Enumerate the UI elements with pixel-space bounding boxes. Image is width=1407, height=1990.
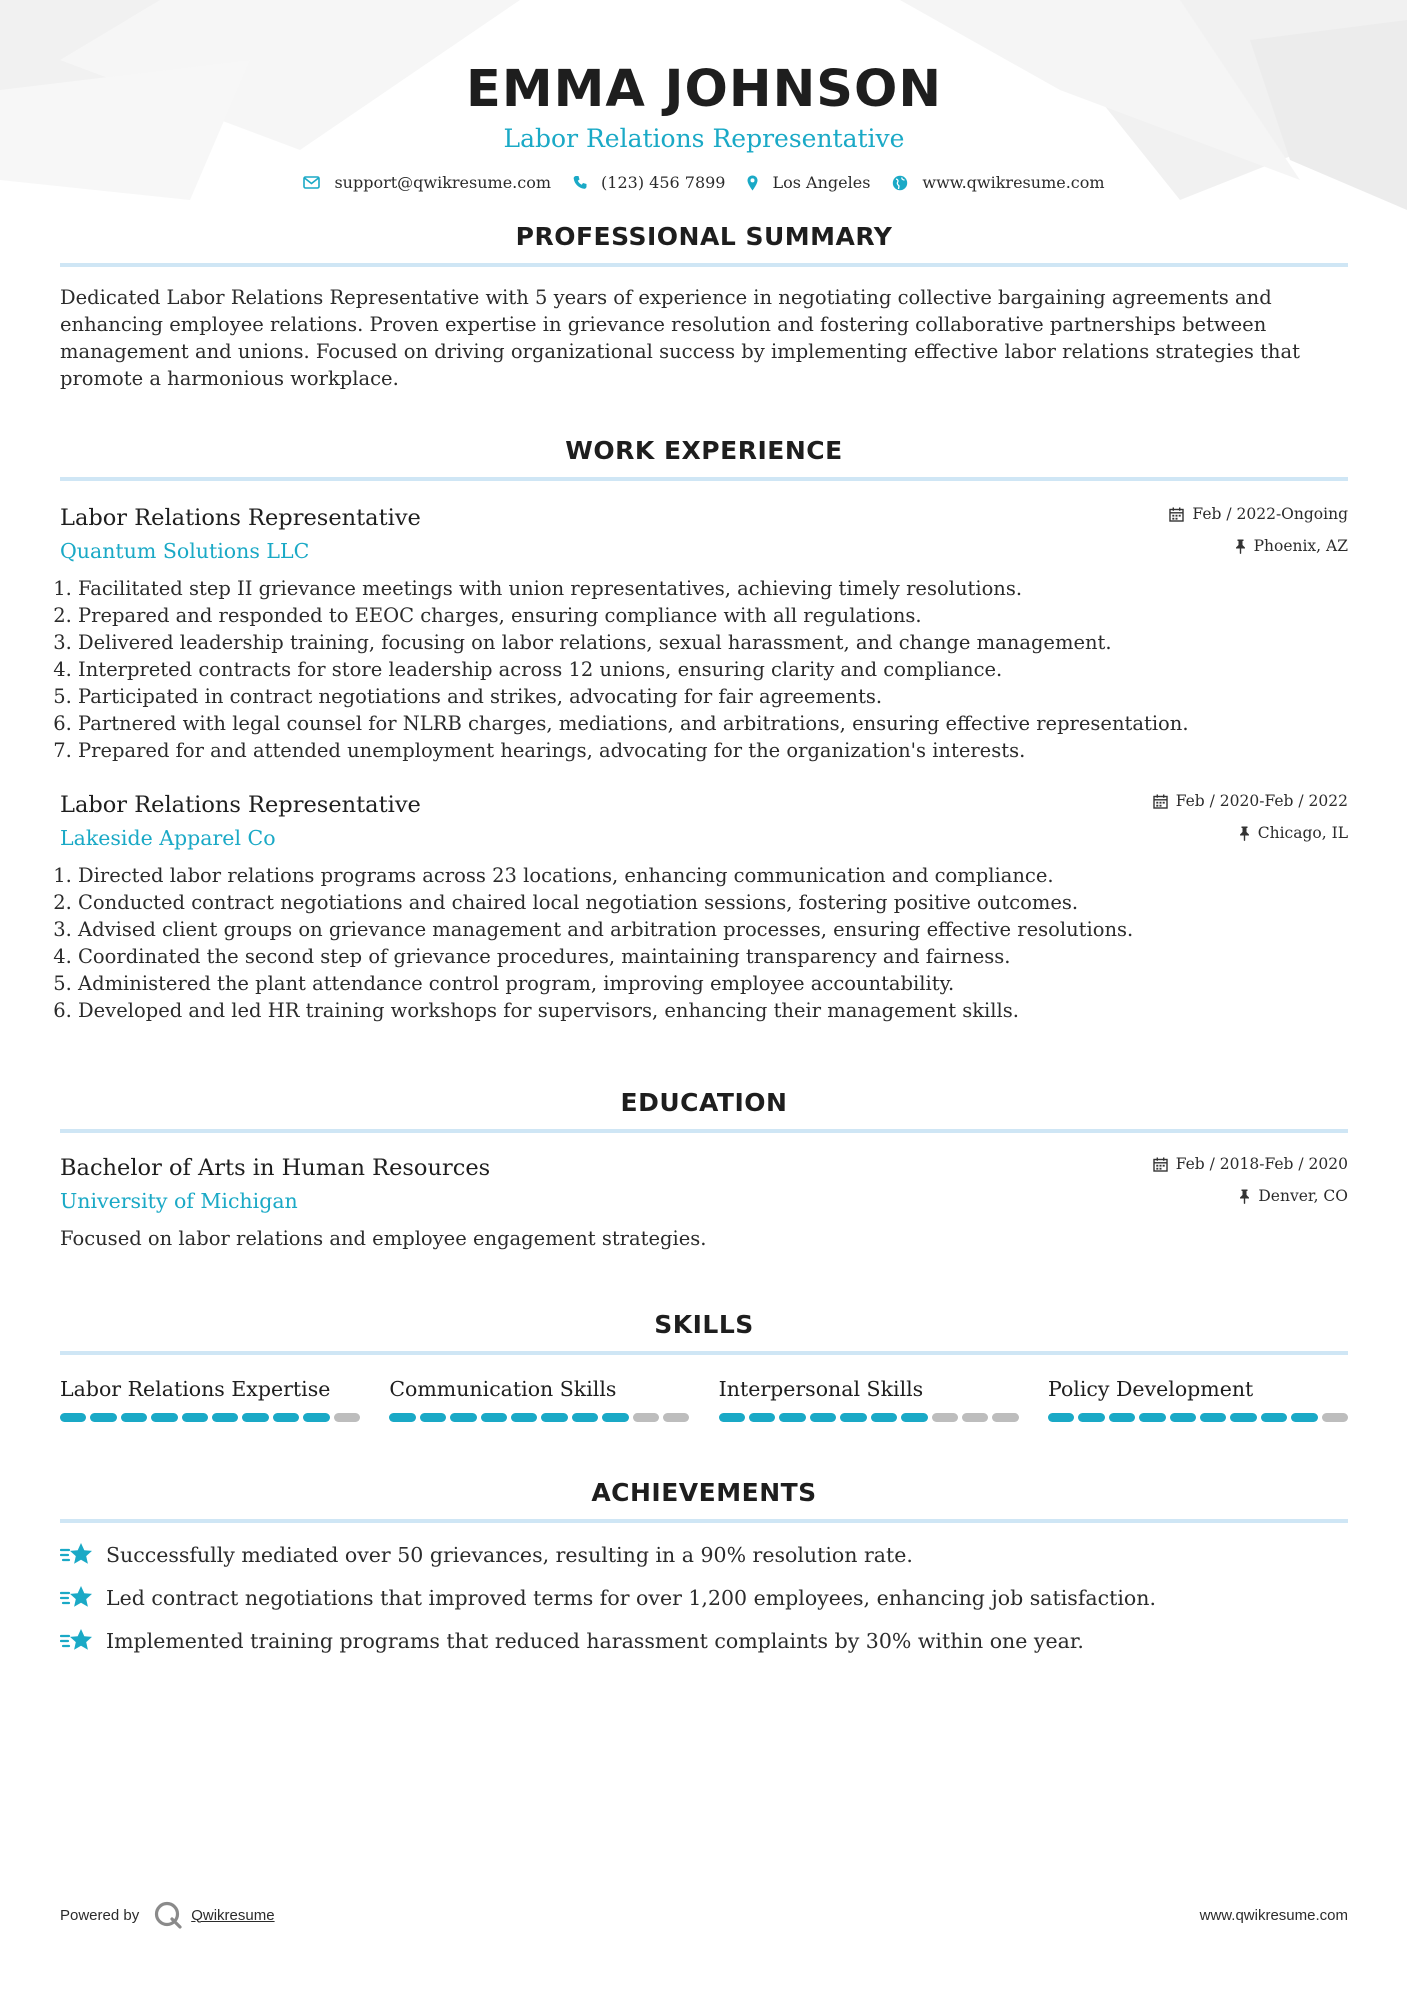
envelope-icon [303, 176, 320, 189]
job-location [1153, 822, 1348, 844]
list-item: 3. Delivered leadership training, focusing on labor relations, sexual harassment, and change management. [78, 629, 1348, 656]
contact-location [747, 173, 870, 192]
contact-email-text: support@qwikresume.com [334, 173, 552, 192]
education-school: University of Michigan [60, 1189, 298, 1213]
section-divider [60, 1351, 1348, 1355]
skill-level-segment [633, 1413, 659, 1422]
calendar-icon [1153, 1157, 1168, 1172]
job-location-text: Phoenix, AZ [1253, 537, 1348, 555]
job-dates [1153, 790, 1348, 812]
section-divider [60, 1129, 1348, 1133]
skills-list [60, 1375, 1348, 1422]
section-divider [60, 1519, 1348, 1523]
star-icon [60, 1585, 94, 1611]
list-item [60, 1584, 1348, 1612]
skill-level-segment [932, 1413, 958, 1422]
list-item: 4. Coordinated the second step of grievance procedures, maintaining transparency and fairness. [78, 943, 1348, 970]
skill-level-segment [749, 1413, 775, 1422]
qwikresume-logo-icon [153, 1900, 183, 1930]
achievement-text: Successfully mediated over 50 grievances, resulting in a 90% resolution rate. [106, 1543, 913, 1567]
pushpin-icon [1235, 539, 1246, 554]
skill-item [389, 1375, 689, 1422]
list-item [60, 1627, 1348, 1655]
skill-level-segment [962, 1413, 988, 1422]
qwikresume-link[interactable]: Qwikresume [191, 1906, 275, 1924]
skill-level-segment [1078, 1413, 1104, 1422]
skill-level-bar [1048, 1413, 1348, 1422]
skill-level-segment [420, 1413, 446, 1422]
job-location [1169, 535, 1348, 557]
achievements-heading: ACHIEVEMENTS [591, 1478, 817, 1507]
education-location-text: Denver, CO [1258, 1187, 1348, 1205]
job-title: Labor Relations Representative [60, 792, 421, 818]
list-item: 6. Partnered with legal counsel for NLRB charges, mediations, and arbitrations, ensuring effective representation. [78, 710, 1348, 737]
job-bullets [60, 575, 1348, 764]
summary-text: Dedicated Labor Relations Representative with 5 years of experience in negotiating collective bargaining agreements and enhancing employee relations. Proven expertise in grievance resolution and fostering collaborative partnerships between management and unions. Focused on driving organizational success by implementing effective labor relations strategies that promote a harmonious workplace. [60, 286, 1300, 390]
skill-level-segment [1261, 1413, 1287, 1422]
job-dates-text: Feb / 2020-Feb / 2022 [1175, 792, 1348, 810]
powered-by-label: Powered by [60, 1906, 140, 1924]
phone-icon [573, 175, 587, 190]
skill-level-segment [1230, 1413, 1256, 1422]
list-item: 1. Directed labor relations programs across 23 locations, enhancing communication and compliance. [78, 862, 1348, 889]
summary-heading: PROFESSIONAL SUMMARY [515, 222, 893, 251]
job-bullets [60, 862, 1348, 1024]
job-entry [60, 503, 1348, 764]
skills-heading: SKILLS [654, 1310, 754, 1339]
job-dates [1169, 503, 1348, 525]
skill-level-segment [511, 1413, 537, 1422]
skill-name: Policy Development [1047, 1377, 1254, 1401]
list-item: 5. Administered the plant attendance control program, improving employee accountability. [78, 970, 1348, 997]
skill-level-segment [60, 1413, 86, 1422]
list-item [60, 1541, 1348, 1569]
list-item: 3. Advised client groups on grievance management and arbitration processes, ensuring effective resolutions. [78, 916, 1348, 943]
skill-name: Interpersonal Skills [718, 1377, 924, 1401]
education-dates [1153, 1153, 1348, 1175]
job-dates-text: Feb / 2022-Ongoing [1192, 505, 1348, 523]
skill-level-segment [481, 1413, 507, 1422]
star-icon [60, 1628, 94, 1654]
skill-level-segment [273, 1413, 299, 1422]
job-entry [60, 790, 1348, 1024]
skill-level-segment [779, 1413, 805, 1422]
education-dates-text: Feb / 2018-Feb / 2020 [1175, 1155, 1348, 1173]
calendar-icon [1169, 507, 1184, 522]
education-degree: Bachelor of Arts in Human Resources [60, 1155, 491, 1181]
skill-level-segment [1200, 1413, 1226, 1422]
skill-level-segment [871, 1413, 897, 1422]
skill-item [719, 1375, 1019, 1422]
achievement-text: Implemented training programs that reduced harassment complaints by 30% within one year. [106, 1629, 1084, 1653]
skill-level-segment [151, 1413, 177, 1422]
map-pin-icon [747, 175, 758, 191]
skill-level-segment [1139, 1413, 1165, 1422]
candidate-name: EMMA JOHNSON [465, 60, 943, 119]
skill-level-segment [303, 1413, 329, 1422]
star-icon [60, 1542, 94, 1568]
contact-location-text: Los Angeles [772, 173, 871, 192]
skill-level-segment [840, 1413, 866, 1422]
contact-website[interactable] [892, 173, 1104, 192]
education-description: Focused on labor relations and employee engagement strategies. [60, 1227, 707, 1250]
section-divider [60, 477, 1348, 481]
skill-level-segment [90, 1413, 116, 1422]
skill-level-bar [60, 1413, 360, 1422]
skill-level-segment [572, 1413, 598, 1422]
skill-level-segment [212, 1413, 238, 1422]
contact-phone[interactable] [573, 173, 725, 192]
skill-level-segment [1291, 1413, 1317, 1422]
job-company: Quantum Solutions LLC [60, 539, 310, 563]
list-item: 2. Conducted contract negotiations and chaired local negotiation sessions, fostering positive outcomes. [78, 889, 1348, 916]
skill-name: Labor Relations Expertise [60, 1377, 331, 1401]
skill-level-segment [334, 1413, 360, 1422]
list-item: 1. Facilitated step II grievance meetings with union representatives, achieving timely resolutions. [78, 575, 1348, 602]
skill-item [60, 1375, 360, 1422]
skill-level-segment [1109, 1413, 1135, 1422]
achievements-section [60, 1476, 1348, 1655]
skill-level-segment [1170, 1413, 1196, 1422]
skills-section [60, 1308, 1348, 1422]
skill-level-bar [719, 1413, 1019, 1422]
pushpin-icon [1239, 826, 1250, 841]
experience-heading: WORK EXPERIENCE [565, 436, 843, 465]
achievements-list [60, 1541, 1348, 1655]
contact-phone-text: (123) 456 7899 [601, 173, 726, 192]
skill-level-segment [719, 1413, 745, 1422]
contact-bar [60, 173, 1348, 192]
job-location-text: Chicago, IL [1257, 824, 1348, 842]
list-item: 5. Participated in contract negotiations and strikes, advocating for fair agreements. [78, 683, 1348, 710]
skill-item [1048, 1375, 1348, 1422]
contact-website-text: www.qwikresume.com [922, 173, 1105, 192]
list-item: 4. Interpreted contracts for store leadership across 12 unions, ensuring clarity and compliance. [78, 656, 1348, 683]
job-title: Labor Relations Representative [60, 505, 421, 531]
skill-level-segment [541, 1413, 567, 1422]
contact-email[interactable] [303, 173, 551, 192]
globe-icon [892, 175, 908, 191]
job-company: Lakeside Apparel Co [60, 826, 276, 850]
section-divider [60, 263, 1348, 267]
skill-level-segment [389, 1413, 415, 1422]
list-item: 2. Prepared and responded to EEOC charges, ensuring compliance with all regulations. [78, 602, 1348, 629]
calendar-icon [1153, 794, 1168, 809]
skill-level-segment [1322, 1413, 1348, 1422]
pushpin-icon [1239, 1189, 1250, 1204]
footer [60, 1900, 1348, 1930]
skill-level-segment [242, 1413, 268, 1422]
skill-level-segment [450, 1413, 476, 1422]
skill-level-segment [810, 1413, 836, 1422]
education-heading: EDUCATION [620, 1088, 788, 1117]
skill-level-segment [1048, 1413, 1074, 1422]
education-location [1153, 1185, 1348, 1207]
skill-level-segment [602, 1413, 628, 1422]
skill-level-bar [389, 1413, 689, 1422]
skill-level-segment [121, 1413, 147, 1422]
list-item: 7. Prepared for and attended unemployment hearings, advocating for the organization's interests. [78, 737, 1348, 764]
candidate-title: Labor Relations Representative [503, 124, 905, 153]
skill-level-segment [182, 1413, 208, 1422]
skill-level-segment [992, 1413, 1018, 1422]
footer-website[interactable]: www.qwikresume.com [1199, 1906, 1348, 1924]
achievement-text: Led contract negotiations that improved terms for over 1,200 employees, enhancing job satisfaction. [106, 1586, 1156, 1610]
skill-level-segment [901, 1413, 927, 1422]
list-item: 6. Developed and led HR training workshops for supervisors, enhancing their management skills. [78, 997, 1348, 1024]
summary-section [60, 220, 1348, 392]
resume-page [60, 0, 1348, 1670]
education-section [60, 1086, 1348, 1252]
skill-level-segment [663, 1413, 689, 1422]
skill-name: Communication Skills [389, 1377, 617, 1401]
experience-section [60, 434, 1348, 1024]
